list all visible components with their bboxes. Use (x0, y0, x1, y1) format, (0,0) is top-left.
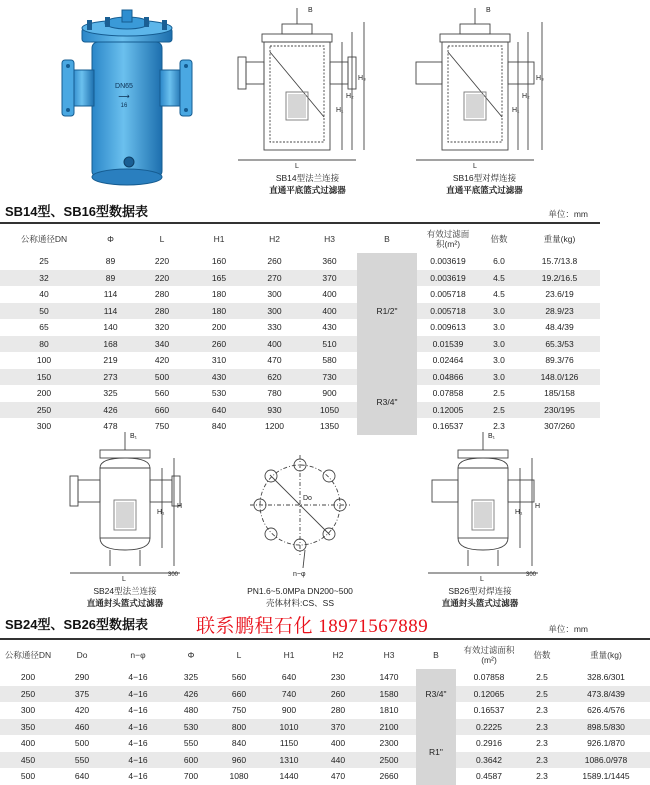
table-cell: 2500 (362, 752, 416, 769)
table-cell: 2.3 (522, 768, 562, 785)
table-row (0, 286, 600, 303)
table-cell: 325 (88, 385, 133, 402)
dim-label-l: L (480, 576, 484, 583)
table-cell: 300 (247, 286, 302, 303)
table-cell: 2.5 (479, 402, 519, 419)
table-cell: 1470 (362, 669, 416, 686)
table-cell: 89 (88, 270, 133, 287)
table-cell: 168 (88, 336, 133, 353)
table-cell: 0.2225 (456, 719, 522, 736)
table-cell: 6.0 (479, 253, 519, 270)
table-cell: 0.07858 (417, 385, 479, 402)
table-row (0, 768, 650, 785)
dim-label-n-phi: n−φ (293, 571, 306, 578)
table-cell: 65.3/53 (519, 336, 600, 353)
caption-line: 直通封头篮式过滤器 (441, 598, 519, 608)
table-cell: 250 (0, 686, 56, 703)
dim-label-h1: H₁ (512, 107, 520, 114)
dim-label-b: B (308, 7, 313, 14)
table-row (0, 702, 650, 719)
table-cell: 200 (191, 319, 247, 336)
table-cell: 660 (214, 686, 264, 703)
table-cell: 180 (191, 286, 247, 303)
table-cell: 1150 (264, 735, 314, 752)
table-cell: 400 (302, 303, 357, 320)
table1-title: SB14型、SB16型数据表 (5, 204, 149, 219)
dim-label-l: L (295, 163, 299, 170)
table-cell: 350 (0, 719, 56, 736)
table-cell: 1310 (264, 752, 314, 769)
table-cell: 530 (168, 719, 214, 736)
table-cell: 900 (264, 702, 314, 719)
table-cell: 0.04866 (417, 369, 479, 386)
sb16-caption (412, 172, 557, 196)
table-cell: 3.0 (479, 319, 519, 336)
table-cell: 620 (247, 369, 302, 386)
col-header: 重量(kg) (543, 233, 576, 244)
table-cell: 1350 (302, 418, 357, 435)
table-cell: 430 (302, 319, 357, 336)
table-cell: 0.16537 (417, 418, 479, 435)
table-cell: 1050 (302, 402, 357, 419)
dim-label-l: L (473, 163, 477, 170)
table-row (0, 319, 600, 336)
col-header: L (236, 649, 242, 660)
dim-label-b1: B₁ (488, 433, 496, 440)
table-row (0, 270, 600, 287)
table-cell: 480 (168, 702, 214, 719)
table-cell: 230 (314, 669, 362, 686)
table-cell: 300 (247, 303, 302, 320)
table-row (0, 686, 650, 703)
col-header: H3 (383, 649, 395, 660)
table-cell: 375 (56, 686, 108, 703)
product-illustration (60, 8, 200, 193)
table-cell: 840 (191, 418, 247, 435)
table-cell: 114 (88, 286, 133, 303)
table-row (0, 752, 650, 769)
table-cell: 400 (247, 336, 302, 353)
sb26-caption (405, 585, 555, 609)
table-cell: 4−16 (108, 686, 168, 703)
dim-label-l: L (122, 576, 126, 583)
table-cell: 750 (133, 418, 191, 435)
table-row (0, 336, 600, 353)
table-cell: 0.005718 (417, 303, 479, 320)
table-cell: 50 (0, 303, 88, 320)
table-cell: 4−16 (108, 702, 168, 719)
col-header: H1 (283, 649, 295, 660)
product-dn-label: DN65 (115, 83, 133, 90)
table-cell: 2.3 (522, 735, 562, 752)
caption-line: PN1.6~5.0MPa DN200~500 (247, 586, 353, 596)
table-cell: 220 (133, 270, 191, 287)
table-cell: 2660 (362, 768, 416, 785)
table-cell: 2.5 (479, 385, 519, 402)
col-header: 倍数 (533, 649, 551, 660)
table-cell: 300 (0, 418, 88, 435)
dim-label-h3: H₃ (536, 75, 544, 82)
table-cell: 0.4587 (456, 768, 522, 785)
caption-line: SB16型对焊连接 (452, 173, 517, 183)
sb14-drawing (232, 2, 382, 172)
col-header: H2 (332, 649, 344, 660)
table-cell: 0.005718 (417, 286, 479, 303)
table-cell: 40 (0, 286, 88, 303)
table-cell: 460 (56, 719, 108, 736)
table-cell: 0.2916 (456, 735, 522, 752)
table-cell: 898.5/830 (562, 719, 650, 736)
table-cell: 370 (302, 270, 357, 287)
table-cell: 140 (88, 319, 133, 336)
table2 (0, 638, 650, 785)
dim-label-h: H (177, 503, 183, 510)
b-value-cell: R3/4" (416, 669, 456, 719)
dim-label-b: B (486, 7, 491, 14)
table-cell: 280 (133, 286, 191, 303)
table-cell: 3.0 (479, 352, 519, 369)
table-cell: 900 (302, 385, 357, 402)
table-cell: 470 (247, 352, 302, 369)
table-cell: 0.12005 (417, 402, 479, 419)
table-cell: 4.5 (479, 286, 519, 303)
dim-label-do: Do (303, 495, 312, 502)
table-cell: 330 (247, 319, 302, 336)
table-cell: 230/195 (519, 402, 600, 419)
table-cell: 3.0 (479, 369, 519, 386)
table-cell: 420 (133, 352, 191, 369)
table2-title: SB24型、SB26型数据表 (5, 617, 149, 632)
table-cell: 273 (88, 369, 133, 386)
table-cell: 80 (0, 336, 88, 353)
table2-unit: 单位：mm (548, 624, 588, 634)
table-cell: 148.0/126 (519, 369, 600, 386)
table-cell: 219 (88, 352, 133, 369)
table-cell: 328.6/301 (562, 669, 650, 686)
col-header: 有效过滤面积(m²) (426, 228, 470, 249)
table-cell: 510 (302, 336, 357, 353)
table-cell: 4−16 (108, 768, 168, 785)
col-header: 有效过滤面积(m²) (463, 644, 515, 665)
table-cell: 500 (0, 768, 56, 785)
table-cell: 400 (302, 286, 357, 303)
sb16-drawing (412, 2, 562, 172)
caption-line: SB24型法兰连接 (93, 586, 157, 596)
table-cell: 430 (191, 369, 247, 386)
table-cell: 580 (302, 352, 357, 369)
table-cell: 15.7/13.8 (519, 253, 600, 270)
table-cell: 25 (0, 253, 88, 270)
caption-line: 直通平底篮式过滤器 (269, 185, 346, 195)
table-cell: 800 (214, 719, 264, 736)
table-cell: 89.3/76 (519, 352, 600, 369)
table-cell: 2.3 (522, 719, 562, 736)
table-cell: 3.0 (479, 336, 519, 353)
table-cell: 400 (314, 735, 362, 752)
table-row (0, 253, 600, 270)
table-row (0, 385, 600, 402)
sb14-caption (235, 172, 380, 196)
table-row (0, 402, 600, 419)
table-cell: 290 (56, 669, 108, 686)
table-cell: 65 (0, 319, 88, 336)
table-cell: 400 (0, 735, 56, 752)
table-cell: 28.9/23 (519, 303, 600, 320)
table-cell: 0.003619 (417, 270, 479, 287)
table1-unit: 单位：mm (548, 209, 588, 219)
table-cell: 2.3 (479, 418, 519, 435)
table-cell: 780 (247, 385, 302, 402)
table-cell: 440 (314, 752, 362, 769)
caption-line: 直通封头篮式过滤器 (86, 598, 164, 608)
col-header: 重量(kg) (590, 649, 622, 660)
table-cell: 1080 (214, 768, 264, 785)
table-cell: 530 (191, 385, 247, 402)
table-cell: 165 (191, 270, 247, 287)
table-cell: 1580 (362, 686, 416, 703)
table-cell: 320 (133, 319, 191, 336)
table-cell: 325 (168, 669, 214, 686)
table-cell: 426 (168, 686, 214, 703)
table-cell: 0.01539 (417, 336, 479, 353)
pn-caption (220, 585, 380, 609)
caption-line: SB14型法兰连接 (275, 173, 340, 183)
table-cell: 260 (314, 686, 362, 703)
table-cell: 4−16 (108, 719, 168, 736)
col-header: H2 (269, 233, 280, 244)
table-cell: 426 (88, 402, 133, 419)
b-value-cell: R1" (416, 719, 456, 785)
table-row (0, 352, 600, 369)
dim-label-h2: H₂ (522, 93, 530, 100)
dim-label-h3: H₃ (358, 75, 366, 82)
table-cell: 300 (0, 702, 56, 719)
table-cell: 660 (133, 402, 191, 419)
table-cell: 1440 (264, 768, 314, 785)
table-cell: 470 (314, 768, 362, 785)
col-header: Do (76, 649, 88, 660)
sb24-drawing (60, 428, 190, 583)
dim-label-h2: H₂ (346, 93, 354, 100)
table-cell: 0.009613 (417, 319, 479, 336)
table-cell: 478 (88, 418, 133, 435)
table-cell: 0.07858 (456, 669, 522, 686)
table-cell: 370 (314, 719, 362, 736)
col-header: B (384, 233, 390, 244)
table-cell: 185/158 (519, 385, 600, 402)
table-cell: 114 (88, 303, 133, 320)
table-cell: 2.5 (522, 686, 562, 703)
table-cell: 260 (247, 253, 302, 270)
table-cell: 640 (191, 402, 247, 419)
table-cell: 280 (133, 303, 191, 320)
sb24-caption (50, 585, 200, 609)
table-cell: 0.16537 (456, 702, 522, 719)
table-cell: 280 (314, 702, 362, 719)
table-cell: 4−16 (108, 735, 168, 752)
table-cell: 930 (247, 402, 302, 419)
contact-watermark: 联系鹏程石化 18971567889 (196, 616, 429, 637)
b-value-cell: R3/4" (357, 369, 417, 435)
table-cell: 2.3 (522, 752, 562, 769)
table-row (0, 735, 650, 752)
table-cell: 420 (56, 702, 108, 719)
table-cell: 500 (56, 735, 108, 752)
dim-label-h: H (535, 503, 541, 510)
table-cell: 500 (133, 369, 191, 386)
table-cell: 450 (0, 752, 56, 769)
table-cell: 32 (0, 270, 88, 287)
table-cell: 180 (191, 303, 247, 320)
table-row (0, 719, 650, 736)
table-cell: 340 (133, 336, 191, 353)
table-cell: 3.0 (479, 303, 519, 320)
table-cell: 4.5 (479, 270, 519, 287)
table-cell: 1810 (362, 702, 416, 719)
b-value-cell: R1/2" (357, 253, 417, 369)
product-pn-label: 16 (120, 103, 128, 109)
table-cell: 89 (88, 253, 133, 270)
dim-label-b1: B₁ (130, 433, 138, 440)
table-cell: 160 (191, 253, 247, 270)
table-cell: 2100 (362, 719, 416, 736)
table-cell: 0.12065 (456, 686, 522, 703)
col-header: H3 (324, 233, 335, 244)
table-cell: 740 (264, 686, 314, 703)
table-cell: 310 (191, 352, 247, 369)
table-row (0, 369, 600, 386)
table-cell: 270 (247, 270, 302, 287)
col-header: L (159, 233, 165, 244)
table-cell: 100 (0, 352, 88, 369)
table-cell: 1010 (264, 719, 314, 736)
table-cell: 2.3 (522, 702, 562, 719)
table-cell: 220 (133, 253, 191, 270)
table-cell: 700 (168, 768, 214, 785)
sb26-drawing (418, 428, 548, 583)
table-cell: 260 (191, 336, 247, 353)
col-header: 公称通径DN (4, 649, 52, 660)
table-cell: 4−16 (108, 669, 168, 686)
flow-arrow-icon: ⟶ (118, 92, 130, 101)
col-header: Φ (107, 233, 114, 244)
table-cell: 840 (214, 735, 264, 752)
dim-label-h1: H₁ (157, 509, 165, 516)
table-cell: 48.4/39 (519, 319, 600, 336)
col-header: H1 (213, 233, 225, 244)
table-cell: 560 (214, 669, 264, 686)
table-cell: 1086.0/978 (562, 752, 650, 769)
table-row (0, 669, 650, 686)
table-cell: 550 (168, 735, 214, 752)
table-cell: 0.02464 (417, 352, 479, 369)
table-cell: 640 (56, 768, 108, 785)
caption-line: 壳体材料:CS、SS (265, 598, 334, 608)
table-cell: 2.5 (522, 669, 562, 686)
col-header: 倍数 (490, 233, 508, 244)
table-cell: 750 (214, 702, 264, 719)
table-row (0, 303, 600, 320)
table-cell: 640 (264, 669, 314, 686)
table1 (0, 222, 600, 435)
table-cell: 1200 (247, 418, 302, 435)
table-cell: 4−16 (108, 752, 168, 769)
table-cell: 473.8/439 (562, 686, 650, 703)
table-cell: 626.4/576 (562, 702, 650, 719)
caption-line: 直通平底篮式过滤器 (446, 185, 523, 195)
table-cell: 0.003619 (417, 253, 479, 270)
table-cell: 550 (56, 752, 108, 769)
col-header: n−φ (130, 649, 146, 660)
table-cell: 730 (302, 369, 357, 386)
table-cell: 1589.1/1445 (562, 768, 650, 785)
table-cell: 150 (0, 369, 88, 386)
table-cell: 200 (0, 385, 88, 402)
table-cell: 200 (0, 669, 56, 686)
col-header: B (433, 649, 439, 660)
dim-label-h1: H₁ (336, 107, 344, 114)
table-cell: 19.2/16.5 (519, 270, 600, 287)
table-cell: 600 (168, 752, 214, 769)
table-cell: 960 (214, 752, 264, 769)
table-cell: 2300 (362, 735, 416, 752)
col-header: Φ (187, 649, 195, 660)
dim-label-300: 300 (526, 572, 537, 578)
table-cell: 360 (302, 253, 357, 270)
dim-label-h1: H₁ (515, 509, 523, 516)
table-cell: 307/260 (519, 418, 600, 435)
table-cell: 23.6/19 (519, 286, 600, 303)
table-cell: 250 (0, 402, 88, 419)
flange-bolt-circle-drawing (245, 450, 355, 578)
table-cell: 0.3642 (456, 752, 522, 769)
caption-line: SB26型对焊连接 (448, 586, 512, 596)
col-header: 公称通径DN (20, 233, 68, 244)
table-cell: 926.1/870 (562, 735, 650, 752)
table-cell: 560 (133, 385, 191, 402)
dim-label-300: 300 (168, 572, 179, 578)
